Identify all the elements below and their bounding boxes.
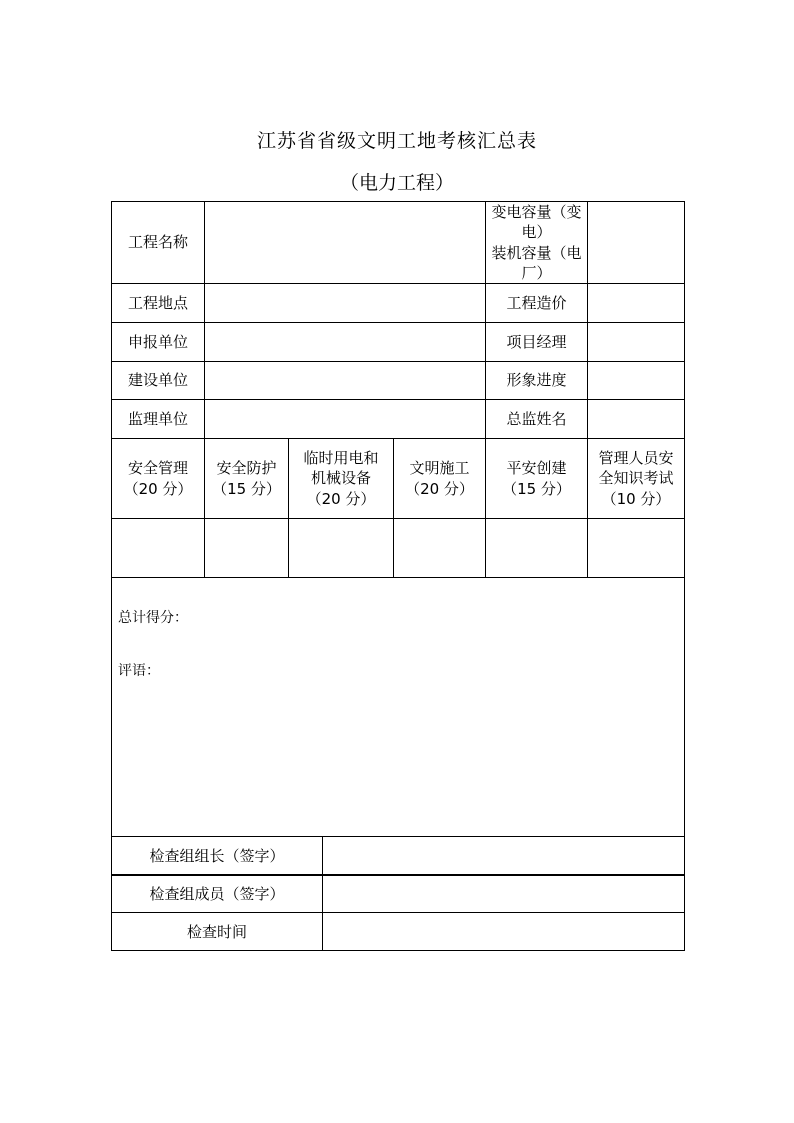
score-header-row	[112, 439, 685, 519]
total-score-label: 总计得分：	[118, 610, 188, 626]
progress-value[interactable]	[588, 362, 685, 400]
team-member-sign-field[interactable]	[323, 875, 685, 913]
info-row	[112, 284, 685, 323]
score-header-line: 管理人员安	[598, 449, 674, 468]
score-header-line: 安全管理	[127, 459, 188, 478]
applicant-label: 申报单位	[112, 323, 205, 362]
score-header-temp-power	[289, 439, 394, 519]
info-row	[112, 362, 685, 400]
form-title: 江苏省省级文明工地考核汇总表	[256, 130, 537, 152]
builder-value[interactable]	[205, 362, 486, 400]
project-manager-label: 项目经理	[486, 323, 588, 362]
info-row	[112, 323, 685, 362]
supervisor-value[interactable]	[205, 400, 486, 439]
chief-supervisor-label: 总监姓名	[486, 400, 588, 439]
score-header-safety-exam	[588, 439, 685, 519]
comment-cell[interactable]	[112, 578, 685, 876]
score-header-safety-management	[112, 439, 205, 519]
score-header-civilized-construction	[394, 439, 486, 519]
comment-row	[112, 578, 685, 876]
progress-label: 形象进度	[486, 362, 588, 400]
info-row	[112, 400, 685, 439]
team-leader-sign-label: 检查组组长（签字）	[112, 837, 323, 875]
score-value-cell[interactable]	[588, 519, 685, 578]
score-value-cell[interactable]	[394, 519, 486, 578]
signature-row	[112, 913, 685, 951]
score-header-points: （20 分）	[405, 479, 474, 498]
score-header-safe-creation	[486, 439, 588, 519]
score-header-line: 文明施工	[409, 459, 470, 478]
project-location-value[interactable]	[205, 284, 486, 323]
score-header-points: （20 分）	[306, 489, 376, 508]
project-name-label: 工程名称	[112, 202, 205, 284]
capacity-value[interactable]	[588, 202, 685, 284]
inspection-time-label: 检查时间	[112, 913, 323, 951]
score-header-points: （10 分）	[601, 489, 671, 508]
score-header-points: （15 分）	[212, 479, 281, 498]
score-header-line: 全知识考试	[598, 469, 674, 488]
team-member-sign-label: 检查组成员（签字）	[112, 875, 323, 913]
chief-supervisor-value[interactable]	[588, 400, 685, 439]
score-value-cell[interactable]	[112, 519, 205, 578]
score-value-cell[interactable]	[205, 519, 289, 578]
project-cost-value[interactable]	[588, 284, 685, 323]
score-header-line: 机械设备	[310, 469, 371, 488]
signature-row	[112, 875, 685, 913]
inspection-time-field[interactable]	[323, 913, 685, 951]
project-cost-label: 工程造价	[486, 284, 588, 323]
score-value-cell[interactable]	[289, 519, 394, 578]
score-header-line: 临时用电和	[303, 449, 379, 468]
project-manager-value[interactable]	[588, 323, 685, 362]
applicant-value[interactable]	[205, 323, 486, 362]
score-header-points: （15 分）	[502, 479, 571, 498]
score-header-line: 平安创建	[506, 459, 567, 478]
score-header-points: （20 分）	[123, 479, 193, 498]
form-subtitle: （电力工程）	[339, 172, 454, 194]
score-value-cell[interactable]	[486, 519, 588, 578]
project-location-label: 工程地点	[112, 284, 205, 323]
comment-label: 评语：	[118, 662, 160, 679]
builder-label: 建设单位	[112, 362, 205, 400]
capacity-label-line-2: 装机容量（电厂）	[491, 243, 582, 282]
score-value-row	[112, 519, 685, 578]
capacity-label-line-1: 变电容量（变电）	[491, 203, 582, 242]
signature-table	[111, 836, 685, 951]
team-leader-sign-field[interactable]	[323, 837, 685, 875]
info-row	[112, 202, 685, 284]
score-header-line: 安全防护	[216, 459, 277, 478]
capacity-label	[486, 202, 588, 284]
signature-row	[112, 837, 685, 875]
assessment-table	[111, 201, 685, 876]
score-header-safety-protection	[205, 439, 289, 519]
project-name-value[interactable]	[205, 202, 486, 284]
supervisor-label: 监理单位	[112, 400, 205, 439]
